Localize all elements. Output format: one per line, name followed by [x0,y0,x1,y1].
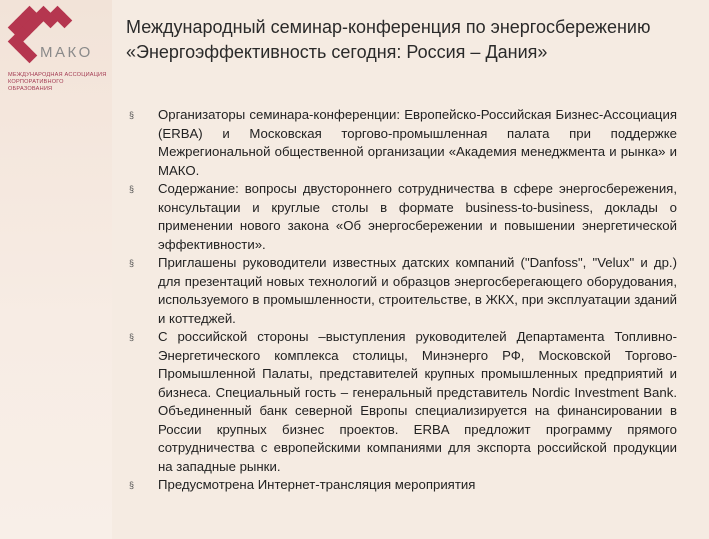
bullet-item [126,106,677,180]
slide-title: Международный семинар-конференция по энергосбережению «Энергоэффективность сегодня: Россия – Дания» [126,17,651,62]
bullet-text-organizers: Организаторы семинара-конференции: Европейско-Российская Бизнес-Ассоциация (ERBA) и Московская торгово-промышленная палата при поддержке Межрегиональной общественной организации «Академия менеджмента и рынка» и МАКО. [158,107,677,178]
logo-tagline-line2: КОРПОРАТИВНОГО ОБРАЗОВАНИЯ [8,79,64,92]
bullet-text-content: Содержание: вопросы двустороннего сотрудничества в сфере энергосбережения, консультации и круглые столы в формате business-to-business, доклады о применении нового закона «Об энергосбережении и повышении энергетической эффективности». [158,181,677,252]
bullet-item [126,476,677,495]
bullet-item [126,180,677,254]
bullet-marker: § [129,184,135,194]
bullet-marker: § [129,332,135,342]
logo-tagline-line1: МЕЖДУНАРОДНАЯ АССОЦИАЦИЯ [8,72,107,78]
bullet-marker: § [129,110,135,120]
bullet-item [126,328,677,476]
bullet-text-invited: Приглашены руководители известных датских компаний ("Danfoss", "Velux" и др.) для презентаций новых технологий и образцов энергосберегающего оборудования, используемого в промышленности, строительстве, в ЖКХ, при эксплуатации зданий и коттеджей. [158,255,677,326]
bullet-list [126,106,677,495]
bullet-marker: § [129,258,135,268]
bullet-text-russian-side: С российской стороны –выступления руководителей Департамента Топливно-Энергетического комплекса столицы, Минэнерго РФ, Московской Торгово-Промышленной Палаты, представителей крупных промышленных предприятий и бизнеса. Специальный гость – генеральный представитель Nordic Investment Bank. Объединенный банк северной Европы специализируется на финансировании в России крупных бизнес проектов. ERBA предложит программу прямого сотрудничества с европейскими компаниями для экспорта российской продукции на западные рынки. [158,329,677,474]
bullet-item [126,254,677,328]
bullet-marker: § [129,480,135,490]
logo-wordmark: МАКО [40,44,93,61]
bullet-text-broadcast: Предусмотрена Интернет-трансляция мероприятия [158,477,476,492]
logo-tagline [8,72,108,93]
mako-diamond-icon [4,4,108,76]
